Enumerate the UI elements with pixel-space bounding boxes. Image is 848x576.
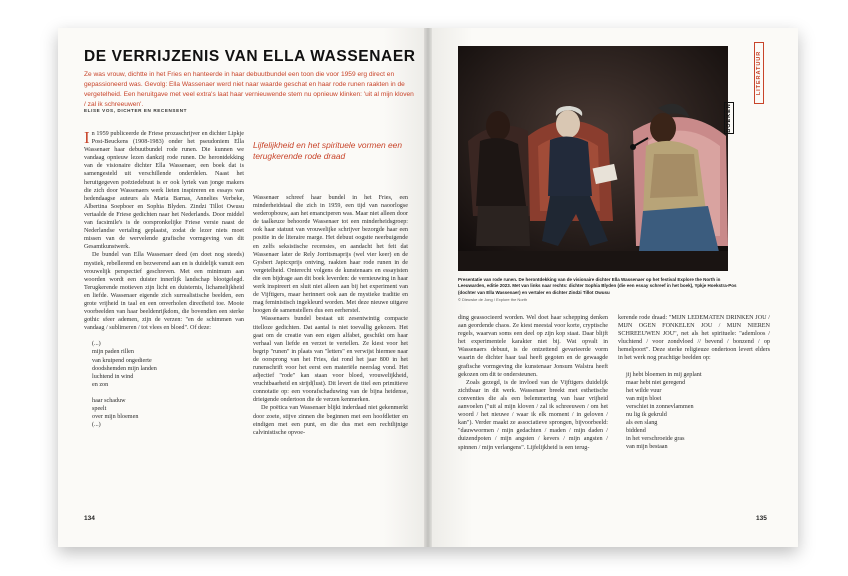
paragraph: kerende rode draad: "MIJN LEDEMATEN DRINKEN JOU / MIJN OGEN FONKELEN JOU / MIJN NIEREN SCHREEUWEN JOU", net als het spirituele: "ademloos / vluchtend / voor zondvloed // bevend / bonzend / op hemelpoort". Deze sterke religieuze ondertoon levert elders in het werk nog prachtige beelden op: bbox=[618, 315, 770, 362]
poem-line: van mijn bestaan bbox=[626, 444, 668, 451]
paragraph: ding geassocieerd worden. Wel doet haar schepping denken aan geordende chaos. Ze kiest meestal voor korte, cryptische regels, waarvan soms een deel op zijn kop staat. Daar blijft het experimentele karakter niet bij. Wat opvalt in Wassenaers debuut, is de ontzettend gevarieerde vorm waarin de dichter haar taal heeft gegoten en de gewaagde grafische vormgeving die kunstenaar Jonsum Walstra heeft gekozen om dit te ondersteunen. bbox=[458, 315, 608, 378]
poem-line: maar hebt niet geregend bbox=[626, 379, 686, 386]
paragraph: Wassenaer schreef haar bundel in het Fries, een minderheidstaal die zich in 1959, een tijd van naoorlogse wederopbouw, aan het emanciperen was. Maar niet alleen door de taalkeuze behoorde Wassenaer tot een minderheidsgroep: ook haar statuut van vrouwelijke schrijver bezorgde haar een positie in de literaire marge. Het debuut oogstte neerbuigende en zelfs seksistische recensies, en aandacht het feit dat Wassenaer later de Rely Jorritsmaprijs (wel vier keer) en de Gysbert Japicxprijs ontving, raakten haar rode runen in de vergetelheid. Onterecht volgens de kunstenaars en essayisten die een bijdrage aan dit boek leverden: de vernieuwing in haar werk inspireert en sluit niet alleen aan bij het experiment van de Vijftigers, maar herinnert ook aan de mystieke traditie en mag feministisch ingekleurd worden. Met deze nieuwe uitgave hoogen de samenstellers dus een eerherstel. bbox=[253, 195, 408, 315]
poem-excerpt bbox=[92, 340, 244, 429]
page-number-left: 134 bbox=[84, 515, 95, 522]
section-label-boeken: BOEKEN bbox=[726, 103, 732, 133]
event-photo-illustration bbox=[458, 46, 728, 271]
photo-credit: © Dieuwke de Jong / Explore the North bbox=[458, 297, 528, 302]
left-page bbox=[58, 28, 428, 547]
section-label-literatuur: LITERATUUR bbox=[754, 42, 764, 104]
right-column-1 bbox=[458, 314, 608, 452]
left-column-1 bbox=[84, 130, 244, 429]
poem-line: verschiet in zonnevlammen bbox=[626, 403, 694, 410]
photo-caption: Presentatie van rode runen. De herontdekking van de visionaire dichter Ella Wassenaer op het festival Explore the North in Leeuwarden, editie 2023. Met van links naar rechts: dichter Sophia Blyden (die een essay schreef in het boek), Ypkje Hoekstra-Pos (dochter van Ella Wassenaer) en vertaler en dichter Zindzi Tillot Owusu bbox=[458, 277, 737, 295]
poem-line: als een slang bbox=[626, 420, 658, 427]
right-column-2 bbox=[618, 314, 770, 452]
poem-line: biddend bbox=[626, 428, 646, 435]
poem-line: (...) bbox=[92, 422, 101, 429]
poem-line: nu lig ik gekruld bbox=[626, 412, 667, 419]
poem-line: en zon bbox=[92, 381, 109, 388]
poem-line: luchtend in wind bbox=[92, 373, 134, 380]
poem-line: speelt bbox=[92, 406, 107, 412]
poem-line: mijn paden rillen bbox=[92, 349, 134, 356]
poem-line: (...) bbox=[92, 341, 101, 348]
poem-line: doodshemden mijn landen bbox=[92, 365, 157, 372]
magazine-spread bbox=[58, 28, 798, 547]
poem-line: het wilde vuur bbox=[626, 387, 662, 394]
drop-cap: I bbox=[84, 128, 90, 147]
article-intro: Ze was vrouw, dichtte in het Fries en hanteerde in haar debuutbundel een toon die voor 1959 erg direct en gepassioneerd was. Gevolg: Ella Wassenaer werd niet naar waarde geschat en haar rode runen raakten in de vergetelheid. Een heruitgave met veel extra's laat haar vernieuwende stem nu opnieuw klinken: 'uit al mijn kloven / zal ik schreeuwen'. bbox=[84, 71, 414, 108]
pull-quote: Lijfelijkheid en het spirituele vormen een terugkerende rode draad bbox=[253, 140, 402, 161]
paragraph: In 1959 publiceerde de Friese prozaschrijver en dichter Lipkje Post-Beuckens (1908-1983) onder het pseudoniem Ella Wassenaer haar debuutbundel rode runen. Die kunnen we vandaag opnieuw lezen dankzij rode runen. De herontdekking van de visionaire dichter Ella Wassenaer, een boek dat is samengesteld uit verschillende onderdelen. Naast het heruitgegeven poëziedebuut is er ook lyriek van jonge makers die zich door Wassenaers werk lieten inspireren en essays van hedendaagse auteurs als Maria Barnas, Annelies Verbeke, Albertina Soepboer en Sophia Blyden. Zindzi Tillot Owusu vertaalde de Friese gedichten naar het Nederlands. Door middel van facsimile's is de oorspronkelijke Friese versie naast de Nederlandse vertaling geplaatst, zodat de lezer niets moet missen van de wervelende grafische vormgeving van dit Gesamtkunstwerk. bbox=[84, 128, 244, 251]
left-column-2 bbox=[253, 194, 408, 437]
paragraph: De poëtica van Wassenaer blijkt inderdaad niet gekenmerkt door zoete, stijve zinnen die beginnen met een hoofdletter en eindigen met een punt, en die dus met een rechtlijnige calvinistische opvoe- bbox=[253, 405, 408, 436]
article-byline: ELISE VOS, DICHTER EN RECENSENT bbox=[84, 108, 188, 113]
paragraph: De bundel van Ella Wassenaer deed (en doet nog steeds) mystiek, rebellerend en bezwerend aan en is duidelijk vanuit een vrouwelijk perspectief geschreven. Met een minimum aan woorden wordt een duister innerlijk landschap blootgelegd. Terugkerende motieven zijn licht en duisternis, lichamelijkheid en liefde. Wassenaer eigende zich surrealistische beelden, een grote vrijheid in taal en een onverholen directheid toe. Mooie voorbeelden van haar beeldenrijkdom, die bovendien een sterke gothic sfeer ademen, zijn de verzen: "en de schimmen van vandaag / sublimeren / tot vlees en bloed". Of deze: bbox=[84, 252, 244, 332]
article-headline: DE VERRIJZENIS VAN ELLA WASSENAER bbox=[84, 48, 416, 65]
right-page bbox=[428, 28, 798, 547]
poem-line: van mijn bloei bbox=[626, 395, 662, 402]
poem-excerpt bbox=[626, 371, 770, 452]
poem-line: over mijn bloemen bbox=[92, 414, 139, 421]
paragraph: Zoals gezegd, is de invloed van de Vijftigers duidelijk zichtbaar in dit werk. Wassenaer breekt met esthetische conventies die als een belemmering van haar vrijheid aanvoelen ("uit al mijn kloven / zal ik schreeuwen / om het woord / het nieuwe / waar ik elk moment / in geloven / kan"). Verder maakt ze associatieve sprongen, bijvoorbeeld: "dauwwormen / mijn gedachten / maden / mijn daden / duizendpoten / mijn angsten / kevers / mijn angsten / spinnen / mijn verlangens". Lijfelijkheid is een terug- bbox=[458, 379, 608, 451]
event-photo bbox=[458, 46, 728, 271]
poem-line: haar schaduw bbox=[92, 397, 126, 404]
paragraph: Wassenaers bundel bestaat uit zesentwintig compacte titelloze gedichten. Dat aantal is niet toevallig gekozen. Het gaat om de creatie van een eigen alfabet, geschikt om haar verhaal van liefde en verzet te vertellen. Ze kiest voor het begrip "runen" in plaats van "letters" en verwijst hiermee naar de oorsprong van het Fries, dat rond het jaar 800 in het runenschrift voor het eerst een materiële neerslag vond. Het adjectief "rode" kan staan voor bloed, vrouwelijkheid, vruchtbaarheid en strijd(lust). Dit levert de titel een primitieve connotatie op: een voorafschaduwing van de bijna heidense, drieigende ondertoon die de verzen kenmerken. bbox=[253, 316, 408, 404]
poem-line: van kruipend ongedierte bbox=[92, 357, 152, 364]
poem-line: jij hebt bloemen in mij geplant bbox=[626, 371, 702, 378]
stanza-break bbox=[92, 389, 244, 397]
poem-line: in het verschroeide gras bbox=[626, 436, 685, 443]
spine-gutter bbox=[424, 28, 432, 547]
page-number-right: 135 bbox=[756, 515, 767, 522]
